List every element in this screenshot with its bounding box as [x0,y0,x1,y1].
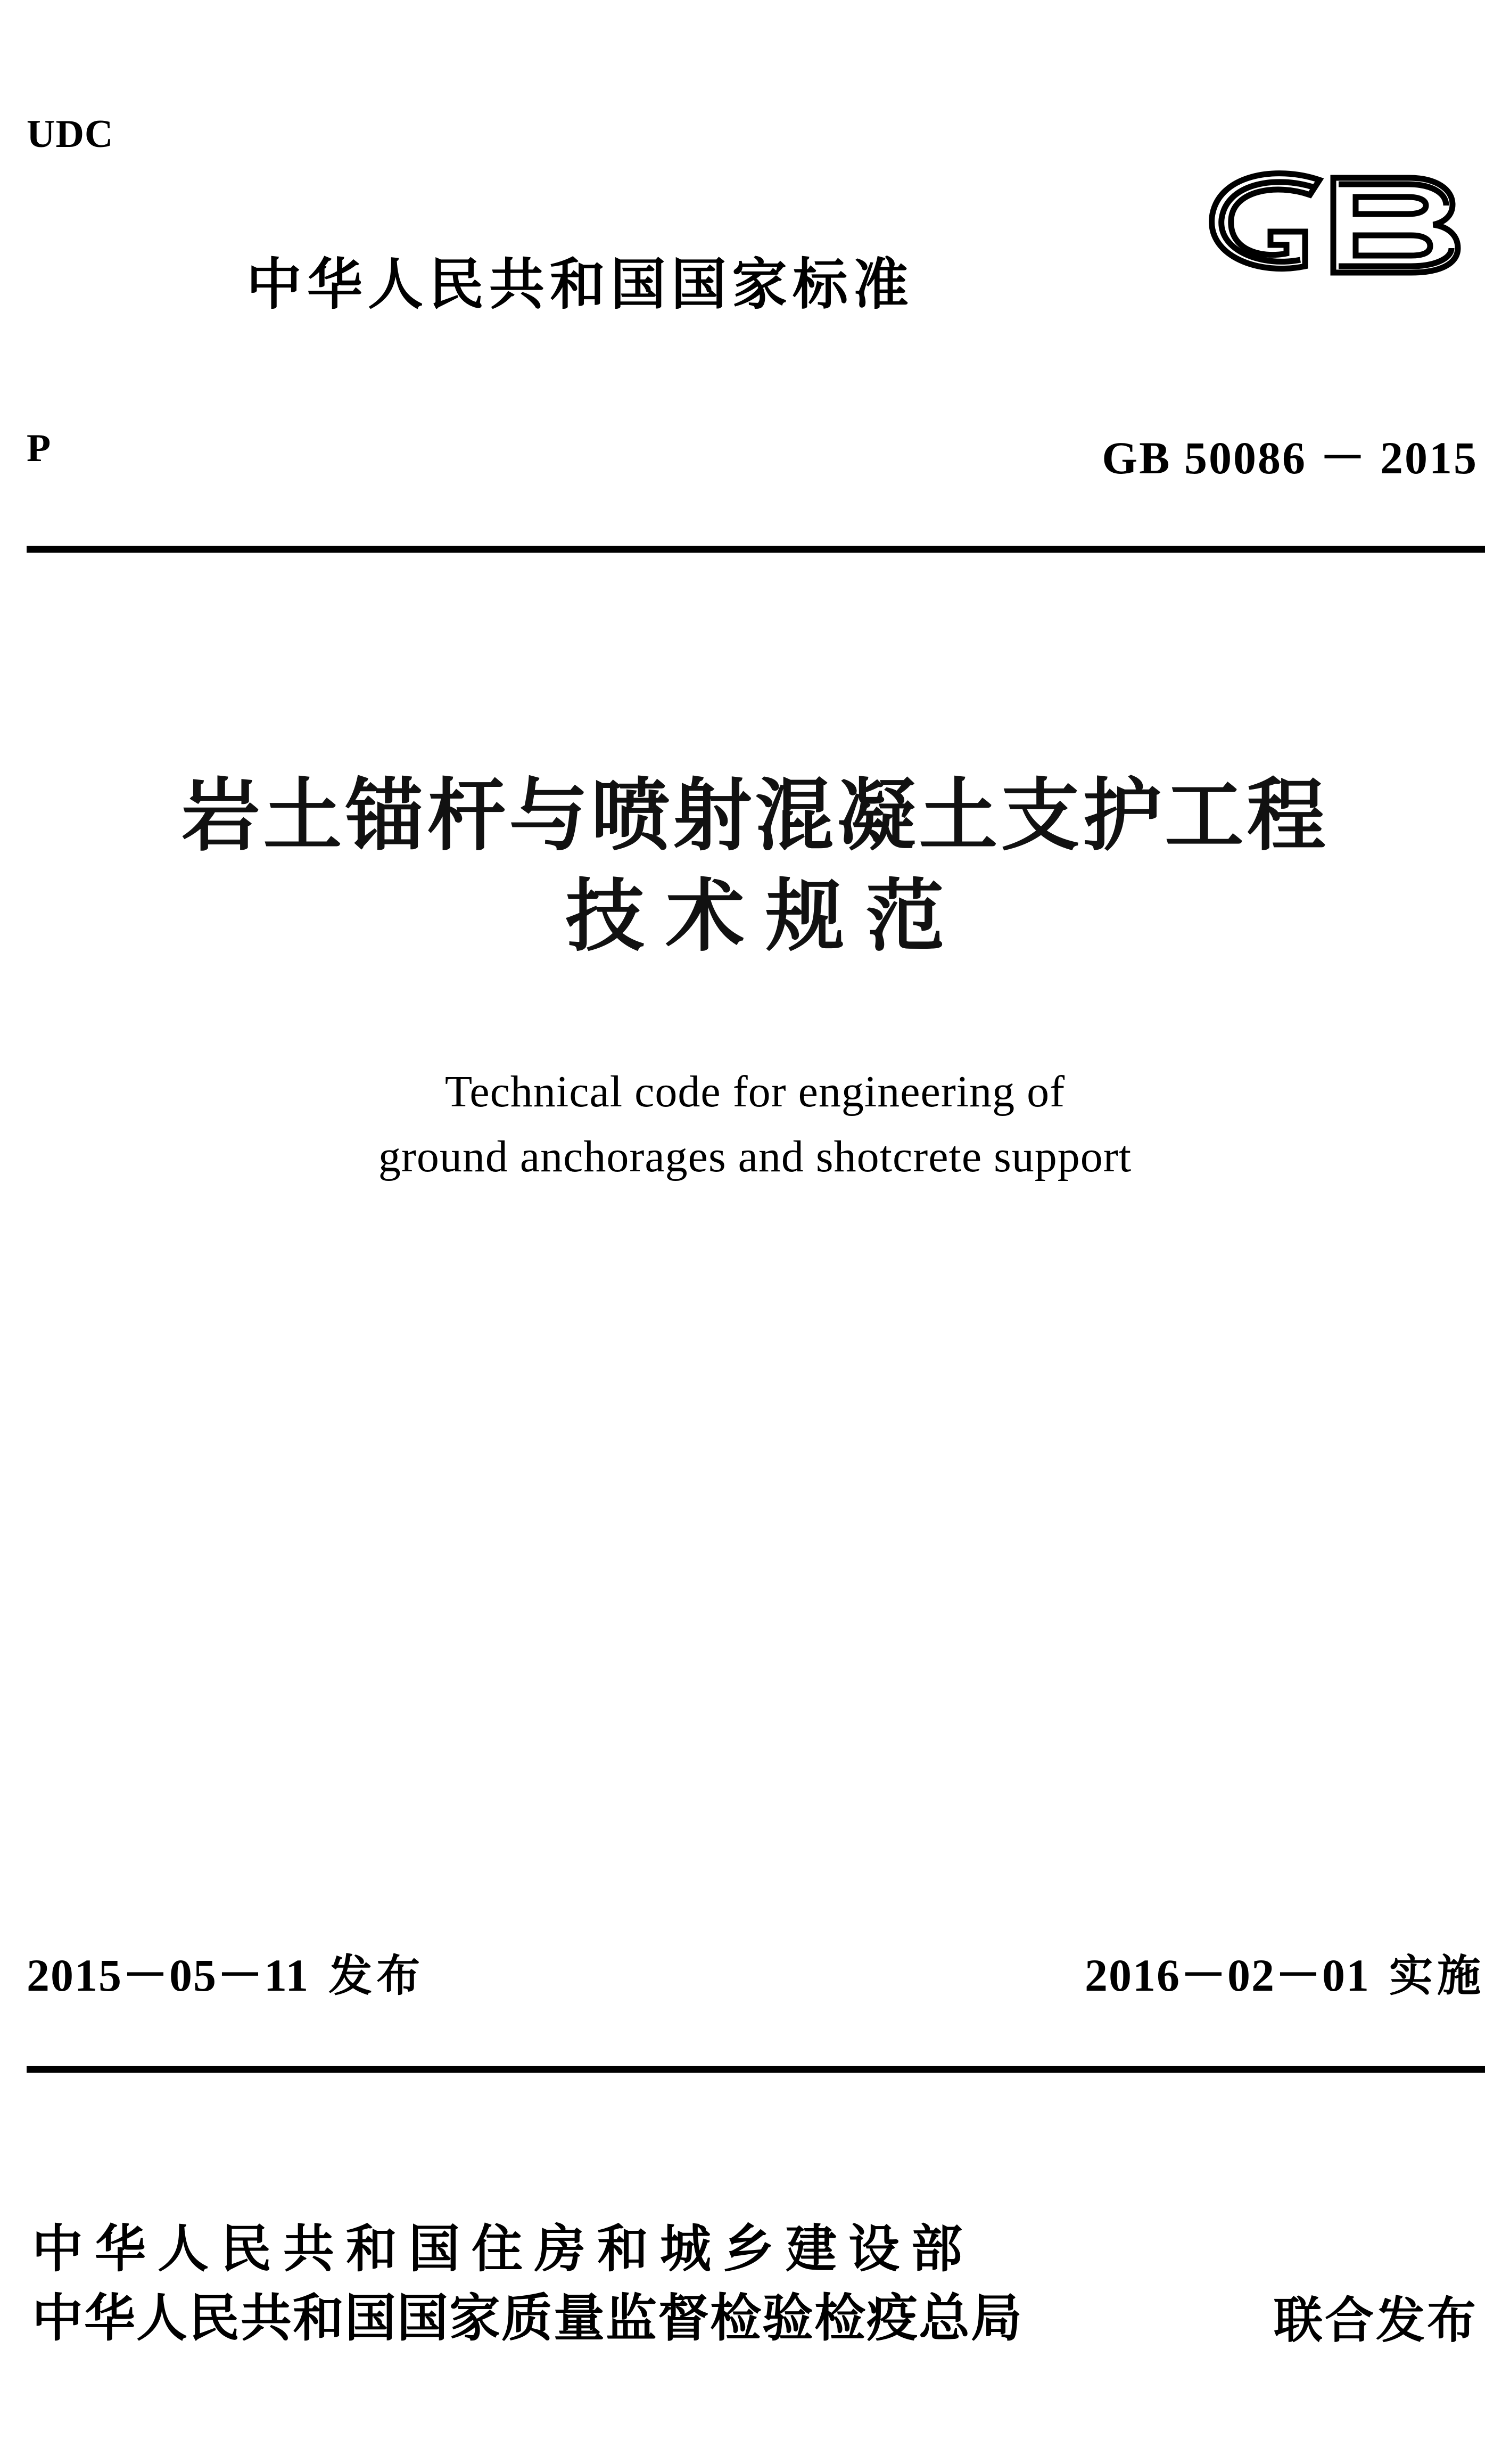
issue-date-label: 发布 [328,1951,425,2001]
publisher-secondary: 中华人民共和国国家质量监督检验检疫总局 [32,2288,1023,2348]
divider-top [27,546,1485,553]
divider-bottom [27,2066,1485,2073]
document-title-english [0,1059,1510,1189]
gb-logo-icon [1196,160,1478,288]
issue-date: 2015－05－11 [27,1950,310,2001]
standard-number: GB 50086 － 2015 [1102,432,1478,483]
issue-date-block [27,1938,424,2004]
udc-mark: UDC [27,112,114,156]
joint-publish-label: 联合发布 [1273,2292,1478,2349]
title-english-line-1: Technical code for engineering of [444,1067,1066,1116]
title-english-line-2: ground anchorages and shotcrete support [378,1131,1132,1181]
date-row [27,1938,1485,2001]
document-title-chinese [0,767,1510,968]
publisher-block [32,2215,1245,2353]
classification-mark: P [27,426,51,470]
national-standard-heading: 中华人民共和国国家标准 [246,252,914,317]
effective-date: 2016－02－01 [1084,1950,1370,2001]
title-chinese-line-2: 技术规范 [565,874,966,962]
effective-date-block [1085,1938,1485,2004]
publisher-primary: 中华人民共和国住房和城乡建设部 [32,2219,974,2279]
effective-date-label: 实施 [1389,1951,1485,2001]
title-chinese-line-1: 岩土锚杆与喷射混凝土支护工程 [181,773,1329,860]
